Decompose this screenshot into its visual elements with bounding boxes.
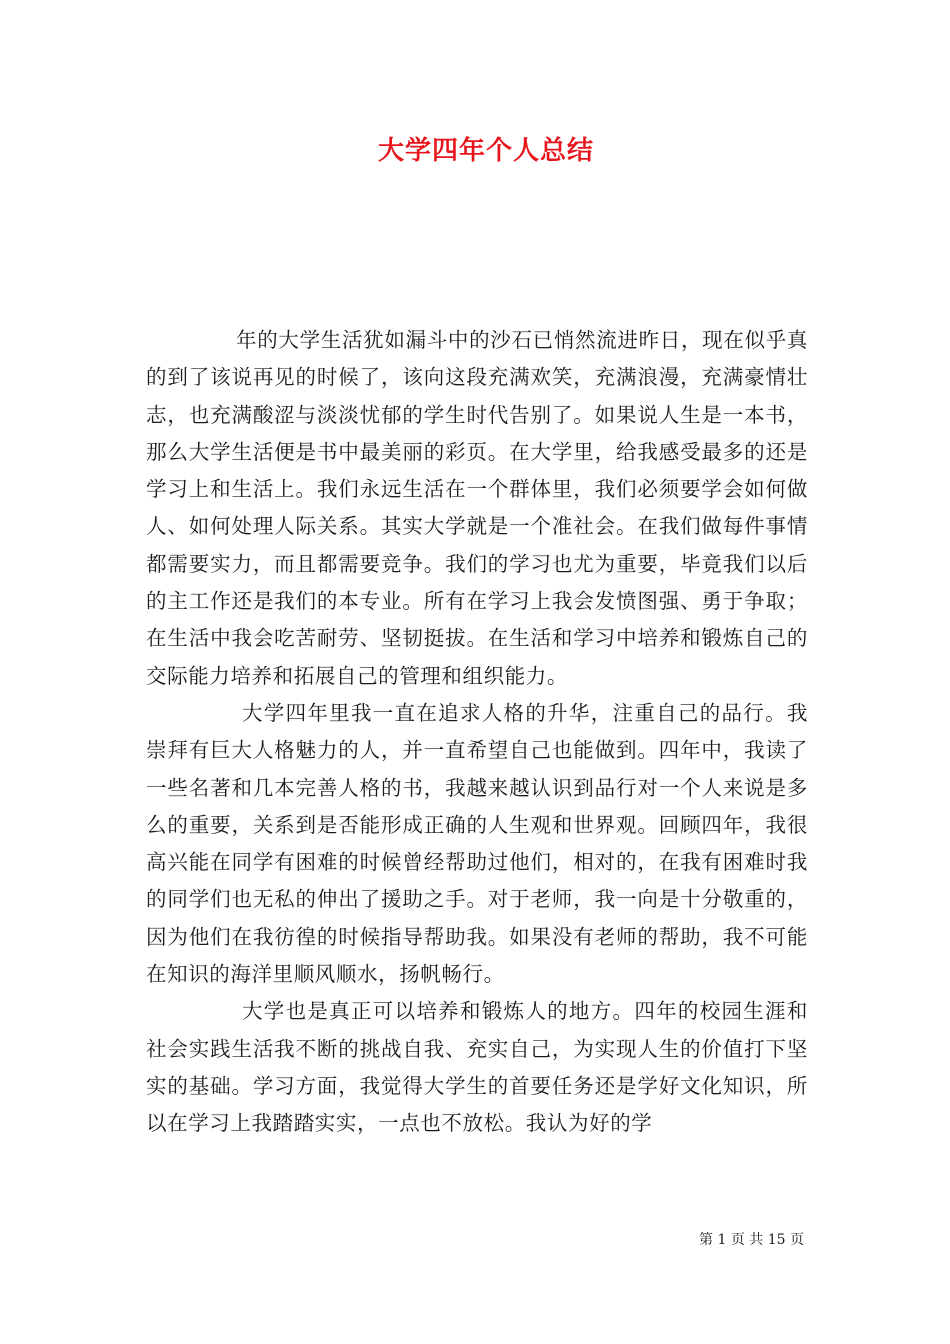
page-number-footer: 第 1 页 共 15 页 <box>699 1232 804 1248</box>
paragraph-2: 大学四年里我一直在追求人格的升华，注重自己的品行。我崇拜有巨大人格魅力的人，并一直希望自己也能做到。四年中，我读了一些名著和几本完善人格的书，我越来越认识到品行对一个人来说是多么的重要，关系到是否能形成正确的人生观和世界观。回顾四年，我很高兴能在同学有困难的时候曾经帮助过他们，相对的，在我有困难时我的同学们也无私的伸出了援助之手。对于老师，我一向是十分敬重的，因为他们在我彷徨的时候指导帮助我。如果没有老师的帮助，我不可能在知识的海洋里顺风顺水，扬帆畅行。 <box>146 700 808 987</box>
paragraph-3: 大学也是真正可以培养和锻炼人的地方。四年的校园生涯和社会实践生活我不断的挑战自我、充实自己，为实现人生的价值打下坚实的基础。学习方面，我觉得大学生的首要任务还是学好文化知识，所以在学习上我踏踏实实，一点也不放松。我认为好的学 <box>146 999 808 1136</box>
document-body <box>146 322 808 1143</box>
paragraph-1: 年的大学生活犹如漏斗中的沙石已悄然流进昨日，现在似乎真的到了该说再见的时候了，该向这段充满欢笑，充满浪漫，充满豪情壮志，也充满酸涩与淡淡忧郁的学生时代告别了。如果说人生是一本书，那么大学生活便是书中最美丽的彩页。在大学里，给我感受最多的还是学习上和生活上。我们永远生活在一个群体里，我们必须要学会如何做人、如何处理人际关系。其实大学就是一个准社会。在我们做每件事情都需要实力，而且都需要竞争。我们的学习也尤为重要，毕竟我们以后的主工作还是我们的本专业。所有在学习上我会发愤图强、勇于争取；在生活中我会吃苦耐劳、坚韧挺拔。在生活和学习中培养和锻炼自己的交际能力培养和拓展自己的管理和组织能力。 <box>146 328 808 688</box>
document-title: 大学四年个人总结 <box>377 136 594 166</box>
